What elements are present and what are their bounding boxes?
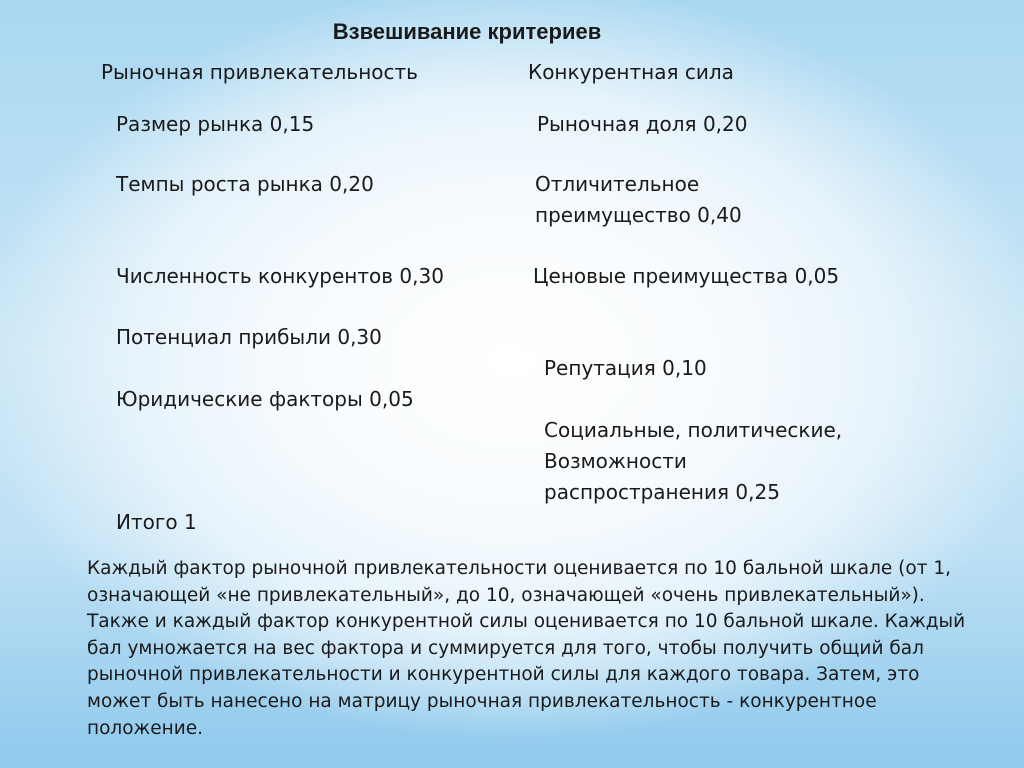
market-attractiveness-heading: Рыночная привлекательность <box>101 60 418 84</box>
criterion-social-political-line-3: распространения 0,25 <box>544 480 780 504</box>
criterion-market-growth: Темпы роста рынка 0,20 <box>116 172 374 196</box>
market-total: Итого 1 <box>116 510 197 534</box>
criterion-social-political-line-2: Возможности <box>544 449 687 473</box>
explanation-paragraph: Каждый фактор рыночной привлекательности оценивается по 10 бальной шкале (от 1, означающей «не привлекательный», до 10, означающей «очень привлекательный»). Также и каждый фактор конкурентной силы оценивается по 10 бальной шкале. Каждый бал умножается на вес фактора и суммируется для того, чтобы получить общий бал рыночной привлекательности и конкурентной силы для каждого товара. Затем, это может быть нанесено на матрицу рыночная привлекательность - конкурентное положение. <box>87 558 966 739</box>
criterion-social-political-line-1: Социальные, политические, <box>544 418 843 442</box>
criterion-market-size: Размер рынка 0,15 <box>116 112 315 136</box>
criterion-reputation: Репутация 0,10 <box>544 356 707 380</box>
criterion-profit-potential: Потенциал прибыли 0,30 <box>116 325 382 349</box>
criterion-competitor-count: Численность конкурентов 0,30 <box>116 264 444 288</box>
slide-title: Взвешивание критериев <box>332 19 602 44</box>
criterion-price-advantages: Ценовые преимущества 0,05 <box>533 264 840 288</box>
criterion-distinctive-advantage-line-2: преимущество 0,40 <box>535 203 742 227</box>
criterion-legal-factors: Юридические факторы 0,05 <box>116 387 414 411</box>
criterion-market-share: Рыночная доля 0,20 <box>537 112 748 136</box>
competitive-strength-heading: Конкурентная сила <box>528 60 734 84</box>
criterion-distinctive-advantage-line-1: Отличительное <box>535 172 700 196</box>
